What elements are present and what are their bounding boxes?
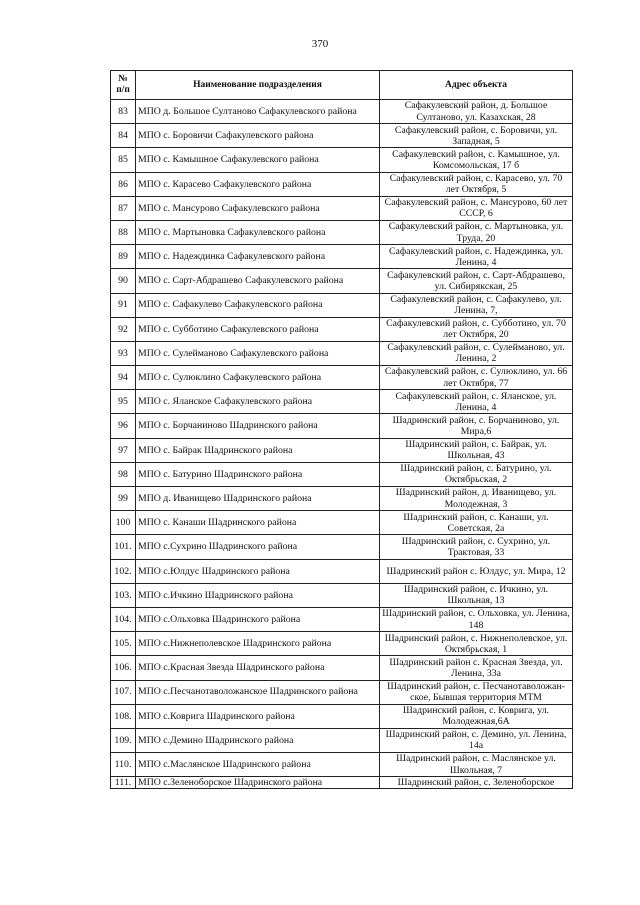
row-number: 86 xyxy=(111,172,136,196)
object-address: Сафакулевский район, с. Сафакулево, ул. Ленина, 7, xyxy=(380,293,573,317)
department-name: МПО с.Маслянское Шадринского района xyxy=(136,753,380,777)
department-name: МПО с. Канаши Шадринского района xyxy=(136,511,380,535)
table-row xyxy=(111,462,573,486)
department-name: МПО с.Нижнеполевское Шадринского района xyxy=(136,632,380,656)
department-name: МПО с.Юлдус Шадринского района xyxy=(136,559,380,583)
row-number: 87 xyxy=(111,196,136,220)
object-address: Шадринский район, с. Нижнеполевское, ул. Октябрьская, 1 xyxy=(380,632,573,656)
page-number: 370 xyxy=(311,38,329,50)
table-row xyxy=(111,390,573,414)
department-name: МПО с. Камышное Сафакулевского района xyxy=(136,148,380,172)
department-name: МПО с. Сулюклино Сафакулевского района xyxy=(136,366,380,390)
department-name: МПО с.Сухрино Шадринского района xyxy=(136,535,380,559)
department-name: МПО с. Сарт-Абдрашево Сафакулевского района xyxy=(136,269,380,293)
object-address: Шадринский район, с. Сухрино, ул. Трактовая, 33 xyxy=(380,535,573,559)
table-row xyxy=(111,317,573,341)
department-name: МПО с.Ольховка Шадринского района xyxy=(136,607,380,631)
department-name: МПО с. Субботино Сафакулевского района xyxy=(136,317,380,341)
object-address: Шадринский район, с. Батурино, ул. Октябрьская, 2 xyxy=(380,462,573,486)
row-number: 110. xyxy=(111,753,136,777)
row-number: 89 xyxy=(111,245,136,269)
department-name: МПО с. Байрак Шадринского района xyxy=(136,438,380,462)
table-row xyxy=(111,632,573,656)
row-number: 83 xyxy=(111,100,136,124)
object-address: Сафакулевский район, с. Камышное, ул. Комсомольская, 17 б xyxy=(380,148,573,172)
table-row xyxy=(111,535,573,559)
department-name: МПО с. Сафакулево Сафакулевского района xyxy=(136,293,380,317)
department-name: МПО с.Песчанотаволожанское Шадринского района xyxy=(136,680,380,704)
table-row xyxy=(111,414,573,438)
object-address: Шадринский район, с. Коврига, ул. Молодежная,6А xyxy=(380,704,573,728)
object-address: Шадринский район, с. Ичкино, ул. Школьная, 13 xyxy=(380,583,573,607)
table-row xyxy=(111,607,573,631)
table-row xyxy=(111,704,573,728)
department-name: МПО с.Зеленоборское Шадринского района xyxy=(136,777,380,789)
row-number: 106. xyxy=(111,656,136,680)
table-row xyxy=(111,148,573,172)
row-number: 88 xyxy=(111,220,136,244)
row-number: 105. xyxy=(111,632,136,656)
object-address: Шадринский район, с. Байрак, ул. Школьная, 43 xyxy=(380,438,573,462)
row-number: 99 xyxy=(111,487,136,511)
table-row xyxy=(111,753,573,777)
department-name: МПО с.Красная Звезда Шадринского района xyxy=(136,656,380,680)
table-row xyxy=(111,196,573,220)
department-name: МПО с.Демино Шадринского района xyxy=(136,728,380,752)
table-row xyxy=(111,366,573,390)
table-row xyxy=(111,245,573,269)
row-number: 92 xyxy=(111,317,136,341)
object-address: Сафакулевский район, с. Мансурово, 60 лет СССР, 6 xyxy=(380,196,573,220)
row-number: 108. xyxy=(111,704,136,728)
row-number: 91 xyxy=(111,293,136,317)
row-number: 103. xyxy=(111,583,136,607)
object-address: Сафакулевский район, с. Яланское, ул. Ленина, 4 xyxy=(380,390,573,414)
row-number: 101. xyxy=(111,535,136,559)
table-row xyxy=(111,100,573,124)
object-address: Шадринский район, с. Ольховка, ул. Ленина, 148 xyxy=(380,607,573,631)
object-address: Шадринский район, д. Иванищево, ул. Молодежная, 3 xyxy=(380,487,573,511)
department-name: МПО с. Борчаниново Шадринского района xyxy=(136,414,380,438)
department-name: МПО с. Мансурово Сафакулевского района xyxy=(136,196,380,220)
department-name: МПО д. Иванищево Шадринского района xyxy=(136,487,380,511)
table-row xyxy=(111,341,573,365)
table-row xyxy=(111,220,573,244)
table-row xyxy=(111,680,573,704)
department-name: МПО д. Большое Султаново Сафакулевского района xyxy=(136,100,380,124)
table-header-row xyxy=(111,71,573,100)
row-number: 102. xyxy=(111,559,136,583)
row-number: 90 xyxy=(111,269,136,293)
object-address: Шадринский район, с. Песчанотаволожан-ское, Бывшая территория МТМ xyxy=(380,680,573,704)
header-number: № п/п xyxy=(111,71,136,100)
header-department-name: Наименование подразделения xyxy=(136,71,380,100)
row-number: 100 xyxy=(111,511,136,535)
header-address: Адрес объекта xyxy=(380,71,573,100)
departments-table xyxy=(110,70,573,789)
department-name: МПО с. Батурино Шадринского района xyxy=(136,462,380,486)
object-address: Сафакулевский район, д. Большое Султаново, ул. Казахская, 28 xyxy=(380,100,573,124)
object-address: Шадринский район с. Юлдус, ул. Мира, 12 xyxy=(380,559,573,583)
table-row xyxy=(111,728,573,752)
row-number: 111. xyxy=(111,777,136,789)
row-number: 84 xyxy=(111,124,136,148)
row-number: 85 xyxy=(111,148,136,172)
object-address: Сафакулевский район, с. Сулейманово, ул. Ленина, 2 xyxy=(380,341,573,365)
table-row xyxy=(111,777,573,789)
table-row xyxy=(111,511,573,535)
department-name: МПО с. Мартыновка Сафакулевского района xyxy=(136,220,380,244)
row-number: 109. xyxy=(111,728,136,752)
department-name: МПО с. Боровичи Сафакулевского района xyxy=(136,124,380,148)
row-number: 107. xyxy=(111,680,136,704)
table-row xyxy=(111,438,573,462)
table-row xyxy=(111,269,573,293)
table-row xyxy=(111,559,573,583)
row-number: 96 xyxy=(111,414,136,438)
department-name: МПО с.Коврига Шадринского района xyxy=(136,704,380,728)
row-number: 98 xyxy=(111,462,136,486)
row-number: 94 xyxy=(111,366,136,390)
row-number: 104. xyxy=(111,607,136,631)
object-address: Шадринский район, с. Демино, ул. Ленина, 14а xyxy=(380,728,573,752)
object-address: Шадринский район, с. Зеленоборское xyxy=(380,777,573,789)
table-row xyxy=(111,124,573,148)
table-row xyxy=(111,487,573,511)
object-address: Шадринский район, с. Борчаниново, ул. Мира,6 xyxy=(380,414,573,438)
object-address: Сафакулевский район, с. Надеждинка, ул. Ленина, 4 xyxy=(380,245,573,269)
object-address: Шадринский район, с. Маслянское ул. Школьная, 7 xyxy=(380,753,573,777)
table-row xyxy=(111,293,573,317)
object-address: Сафакулевский район, с. Карасево, ул. 70 лет Октября, 5 xyxy=(380,172,573,196)
department-name: МПО с. Сулейманово Сафакулевского района xyxy=(136,341,380,365)
object-address: Шадринский район с. Красная Звезда, ул. Ленина, 33а xyxy=(380,656,573,680)
object-address: Шадринский район, с. Канаши, ул. Советская, 2а xyxy=(380,511,573,535)
object-address: Сафакулевский район, с. Мартыновка, ул. Труда, 20 xyxy=(380,220,573,244)
department-name: МПО с. Карасево Сафакулевского района xyxy=(136,172,380,196)
row-number: 93 xyxy=(111,341,136,365)
object-address: Сафакулевский район, с. Боровичи, ул. Западная, 5 xyxy=(380,124,573,148)
object-address: Сафакулевский район, с. Субботино, ул. 70 лет Октября, 20 xyxy=(380,317,573,341)
table-row xyxy=(111,583,573,607)
department-name: МПО с.Ичкино Шадринского района xyxy=(136,583,380,607)
table-row xyxy=(111,172,573,196)
row-number: 97 xyxy=(111,438,136,462)
department-name: МПО с. Яланское Сафакулевского района xyxy=(136,390,380,414)
table-row xyxy=(111,656,573,680)
object-address: Сафакулевский район, с. Сулюклино, ул. 66 лет Октября, 77 xyxy=(380,366,573,390)
department-name: МПО с. Надеждинка Сафакулевского района xyxy=(136,245,380,269)
row-number: 95 xyxy=(111,390,136,414)
object-address: Сафакулевский район, с. Сарт-Абдрашево, ул. Сибирякская, 25 xyxy=(380,269,573,293)
